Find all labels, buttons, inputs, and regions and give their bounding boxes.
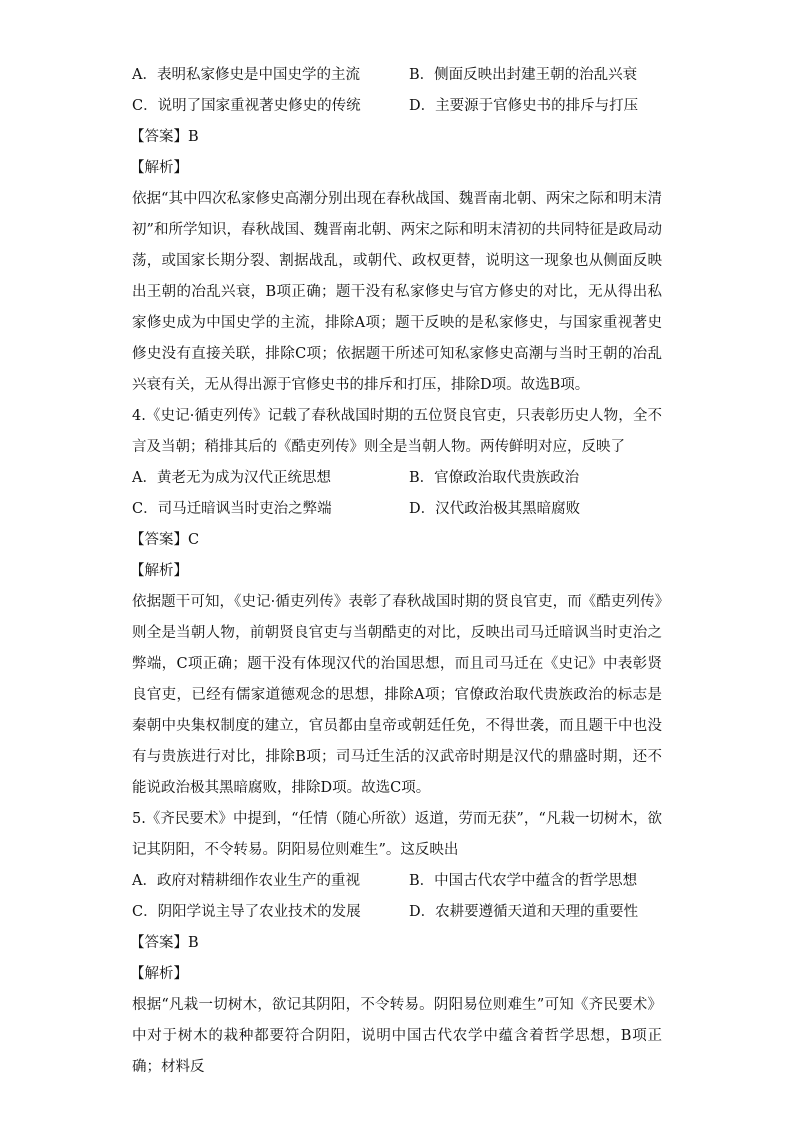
q3-option-a: A．表明私家修史是中国史学的主流 — [132, 67, 360, 83]
q3-analysis-label: 【解析】 — [130, 160, 188, 176]
q5-analysis: 根据“凡栽一切树木，欲记其阴阳，不令转易。阴阳易位则难生”可知《齐民要术》中对于树木的栽种都要符合阴阳，说明中国古代农学中蕴含着哲学思想，B项正确；材料反 — [132, 997, 662, 1075]
q4-answer: 【答案】C — [130, 532, 200, 548]
q5-option-d: D．农耕要遵循天道和天理的重要性 — [409, 904, 639, 920]
q4-options-row-1 — [132, 463, 662, 494]
q5-option-b: B．中国古代农学中蕴含的哲学思想 — [409, 873, 638, 889]
q5-options-row-2 — [132, 897, 662, 928]
q5-analysis-label: 【解析】 — [130, 966, 188, 982]
q3-option-d: D．主要源于官修史书的排斥与打压 — [409, 98, 639, 114]
q4-option-b: B．官僚政治取代贵族政治 — [409, 470, 580, 486]
q4-analysis-label: 【解析】 — [130, 563, 188, 579]
q4-analysis: 依据题干可知，《史记·循吏列传》表彰了春秋战国时期的贤良官吏，而《酷吏列传》则全是当朝人物，前朝贤良官吏与当朝酷吏的对比，反映出司马迁暗讽当时吏治之弊端，C项正确；题干没有体现汉代的治国思想，而且司马迁在《史记》中表彰贤良官吏，已经有儒家道德观念的思想，排除A项；官僚政治取代贵族政治的标志是秦朝中央集权制度的建立，官员都由皇帝或朝廷任免，不得世袭，而且题干中也没有与贵族进行对比，排除B项；司马迁生活的汉武帝时期是汉代的鼎盛时期，还不能说政治极其黑暗腐败，排除D项。故选C项。 — [132, 594, 662, 796]
q5-option-a: A．政府对精耕细作农业生产的重视 — [132, 873, 360, 889]
q3-options-row-2 — [132, 91, 662, 122]
q5-option-c: C．阴阳学说主导了农业技术的发展 — [132, 904, 361, 920]
q3-option-c: C．说明了国家重视著史修史的传统 — [132, 98, 361, 114]
q3-answer: 【答案】B — [130, 129, 199, 145]
q4-option-c: C．司马迁暗讽当时吏治之弊端 — [132, 501, 332, 517]
q4-option-a: A．黄老无为成为汉代正统思想 — [132, 470, 331, 486]
q5-options-row-1 — [132, 866, 662, 897]
q5-stem: 5.《齐民要术》中提到，“任情（随心所欲）返道，劳而无获”，“凡栽一切树木，欲记其阴阳，不令转易。阴阳易位则难生”。这反映出 — [132, 811, 662, 858]
q4-stem: 4.《史记·循吏列传》记载了春秋战国时期的五位贤良官吏，只表彰历史人物，全不言及当朝；稍排其后的《酷吏列传》则全是当朝人物。两传鲜明对应，反映了 — [132, 408, 662, 455]
q3-options-row-1 — [132, 60, 662, 91]
q3-option-b: B．侧面反映出封建王朝的治乱兴衰 — [409, 67, 638, 83]
q5-answer: 【答案】B — [130, 935, 199, 951]
q4-option-d: D．汉代政治极其黑暗腐败 — [409, 501, 581, 517]
q3-analysis: 依据“其中四次私家修史高潮分别出现在春秋战国、魏晋南北朝、两宋之际和明末清初”和所学知识，春秋战国、魏晋南北朝、两宋之际和明末清初的共同特征是政局动荡，或国家长期分裂、割据战乱，或朝代、政权更替，说明这一现象也从侧面反映出王朝的冶乱兴衰，B项正确；题干没有私家修史与官方修史的对比，无从得出私家修史成为中国史学的主流，排除A项；题干反映的是私家修史，与国家重视著史修史没有直接关联，排除C项；依据题干所述可知私家修史高潮与当时王朝的冶乱兴衰有关，无从得出源于官修史书的排斥和打压，排除D项。故选B项。 — [132, 191, 662, 393]
q4-options-row-2 — [132, 494, 662, 525]
document-page — [132, 60, 662, 1083]
